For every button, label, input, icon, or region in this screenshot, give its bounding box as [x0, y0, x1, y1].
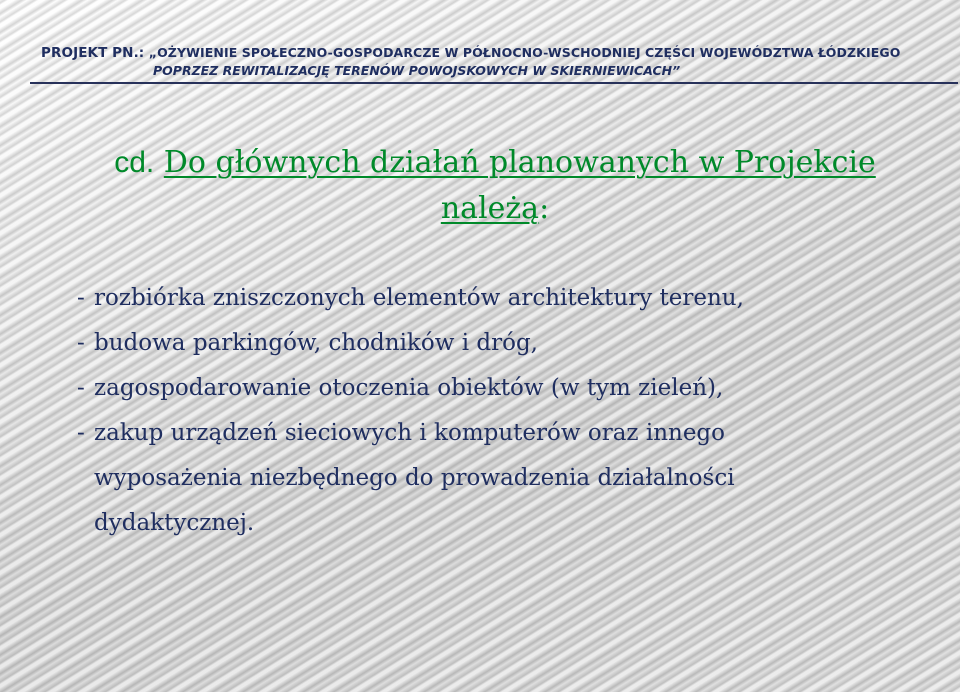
heading-suffix: : — [539, 191, 550, 226]
header-divider — [30, 82, 958, 84]
heading-text-2: należą — [440, 191, 540, 226]
heading-line-2 — [60, 186, 930, 232]
list-item — [77, 276, 937, 321]
list-item — [77, 411, 937, 456]
list-item-continuation: dydaktycznej. — [94, 510, 255, 536]
project-header — [30, 40, 958, 88]
list-item-text: rozbiórka zniszczonych elementów architektury terenu, — [94, 285, 744, 311]
action-list — [77, 276, 937, 546]
list-item — [77, 321, 937, 366]
project-title-line-1 — [41, 45, 900, 61]
list-item-text: zagospodarowanie otoczenia obiektów (w tym zieleń), — [94, 375, 724, 401]
slide-heading — [60, 140, 930, 232]
project-title-line-2: POPRZEZ REWITALIZACJĘ TERENÓW POWOJSKOWYCH W SKIERNIEWICACH” — [153, 63, 681, 78]
list-item — [77, 366, 937, 411]
list-dash: - — [77, 420, 85, 446]
heading-text-1: Do głównych działań planowanych w Projekcie — [163, 145, 876, 180]
heading-prefix: cd. — [114, 146, 155, 179]
list-dash: - — [77, 375, 85, 401]
list-dash: - — [77, 285, 85, 311]
project-title-part-1: „OŻYWIENIE SPOŁECZNO-GOSPODARCZE W PÓŁNOCNO-WSCHODNIEJ CZĘŚCI WOJEWÓDZTWA ŁÓDZKIEGO — [144, 45, 901, 60]
project-prefix: PROJEKT PN.: — [41, 45, 145, 61]
list-item-continuation: wyposażenia niezbędnego do prowadzenia działalności — [94, 465, 735, 491]
list-dash: - — [77, 330, 85, 356]
list-item-text: budowa parkingów, chodników i dróg, — [94, 330, 538, 356]
list-item-text: zakup urządzeń sieciowych i komputerów oraz innego — [94, 420, 726, 446]
